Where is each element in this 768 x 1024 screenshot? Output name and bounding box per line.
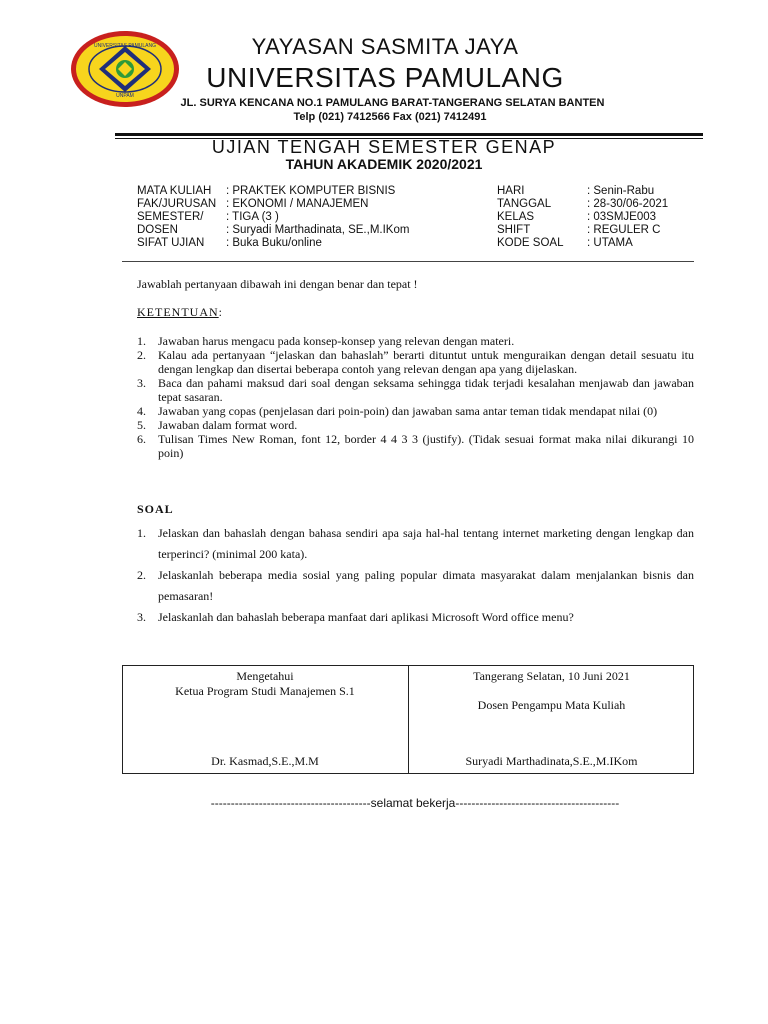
sig-right-line2: Dosen Pengampu Mata Kuliah — [477, 698, 626, 712]
info-label: SIFAT UJIAN — [137, 237, 205, 249]
rules-list — [137, 334, 694, 460]
intro-text: Jawablah pertanyaan dibawah ini dengan benar dan tepat ! — [137, 277, 418, 291]
list-item: 1. Jawaban harus mengacu pada konsep-konsep yang relevan dengan materi. — [137, 334, 515, 348]
sig-right-line1: Tangerang Selatan, 10 Juni 2021 — [473, 669, 630, 683]
exam-info-right — [497, 185, 697, 255]
header-divider-thick — [115, 133, 703, 136]
info-value: : TIGA (3 ) — [226, 211, 279, 223]
list-item: 1. Jelaskan dan bahaslah dengan bahasa sendiri apa saja hal-hal tentang internet marketing dengan lengkap dan terperinci? (minimal 200 kata). — [137, 526, 694, 561]
info-value: : Senin-Rabu — [587, 185, 655, 197]
sig-left-line2: Ketua Program Studi Manajemen S.1 — [175, 684, 355, 698]
ketentuan-label: KETENTUAN — [137, 305, 219, 319]
info-value: : PRAKTEK KOMPUTER BISNIS — [226, 185, 396, 197]
list-item: 6. Tulisan Times New Roman, font 12, border 4 4 3 3 (justify). (Tidak sesuai format maka nilai dikurangi 10 poin) — [137, 432, 694, 460]
sig-left-line1: Mengetahui — [236, 669, 294, 683]
foundation-name: YAYASAN SASMITA JAYA — [251, 34, 519, 59]
info-label: DOSEN — [137, 224, 178, 236]
sig-right-name: Suryadi Marthadinata,S.E.,M.IKom — [465, 754, 638, 768]
ketentuan-heading — [137, 305, 223, 320]
info-label: TANGGAL — [497, 198, 552, 210]
info-label: FAK/JURUSAN — [137, 198, 217, 210]
university-address: JL. SURYA KENCANA NO.1 PAMULANG BARAT-TANGERANG SELATAN BANTEN — [180, 97, 605, 109]
closing-line: ----------------------------------------selamat bekerja----------------------------------------- — [210, 796, 620, 810]
exam-info-left — [137, 185, 497, 255]
exam-year: TAHUN AKADEMIK 2020/2021 — [285, 156, 483, 172]
info-label: KELAS — [497, 211, 535, 223]
sig-left-name: Dr. Kasmad,S.E.,M.M — [211, 754, 319, 768]
info-value: : 28-30/06-2021 — [587, 198, 669, 210]
soal-heading: SOAL — [137, 502, 174, 516]
info-label: HARI — [497, 185, 525, 197]
info-label: MATA KULIAH — [137, 185, 212, 197]
list-item: 5. Jawaban dalam format word. — [137, 418, 298, 432]
info-divider — [122, 261, 694, 262]
list-item: 4. Jawaban yang copas (penjelasan dari poin-poin) dan jawaban sama antar teman tidak mendapat nilai (0) — [137, 404, 658, 418]
info-value: : Buka Buku/online — [226, 237, 322, 249]
list-item: 3. Baca dan pahami maksud dari soal dengan seksama sehingga tidak terjadi kesalahan menjawab dan jawaban tepat sasaran. — [137, 376, 694, 404]
svg-text:UNPAM: UNPAM — [116, 93, 134, 99]
info-value: : UTAMA — [587, 237, 633, 249]
info-value: : EKONOMI / MANAJEMEN — [226, 198, 369, 210]
list-item: 2. Kalau ada pertanyaan “jelaskan dan bahaslah” berarti dituntut untuk menguraikan dengan detail sesuatu itu dengan lengkap dan disertai beberapa contoh yang relevan dengan apa yang dijelaskan. — [137, 348, 694, 376]
ketentuan-colon: : — [218, 305, 223, 319]
exam-title: UJIAN TENGAH SEMESTER GENAP — [211, 137, 557, 157]
university-name: UNIVERSITAS PAMULANG — [206, 62, 564, 93]
info-label: SHIFT — [497, 224, 531, 236]
questions-list — [137, 523, 694, 628]
university-phone: Telp (021) 7412566 Fax (021) 7412491 — [293, 111, 487, 123]
info-value: : 03SMJE003 — [587, 211, 657, 223]
list-item: 2. Jelaskanlah beberapa media sosial yang paling popular dimata masyarakat dalam menjalankan bisnis dan pemasaran! — [137, 568, 694, 603]
svg-text:UNIVERSITAS PAMULANG: UNIVERSITAS PAMULANG — [93, 43, 157, 49]
info-value: : REGULER C — [587, 224, 661, 236]
info-value: : Suryadi Marthadinata, SE.,M.IKom — [226, 224, 410, 236]
info-label: SEMESTER/ — [137, 211, 204, 223]
list-item: 3. Jelaskanlah dan bahaslah beberapa manfaat dari aplikasi Microsoft Word office menu? — [137, 610, 574, 624]
info-label: KODE SOAL — [497, 237, 564, 249]
